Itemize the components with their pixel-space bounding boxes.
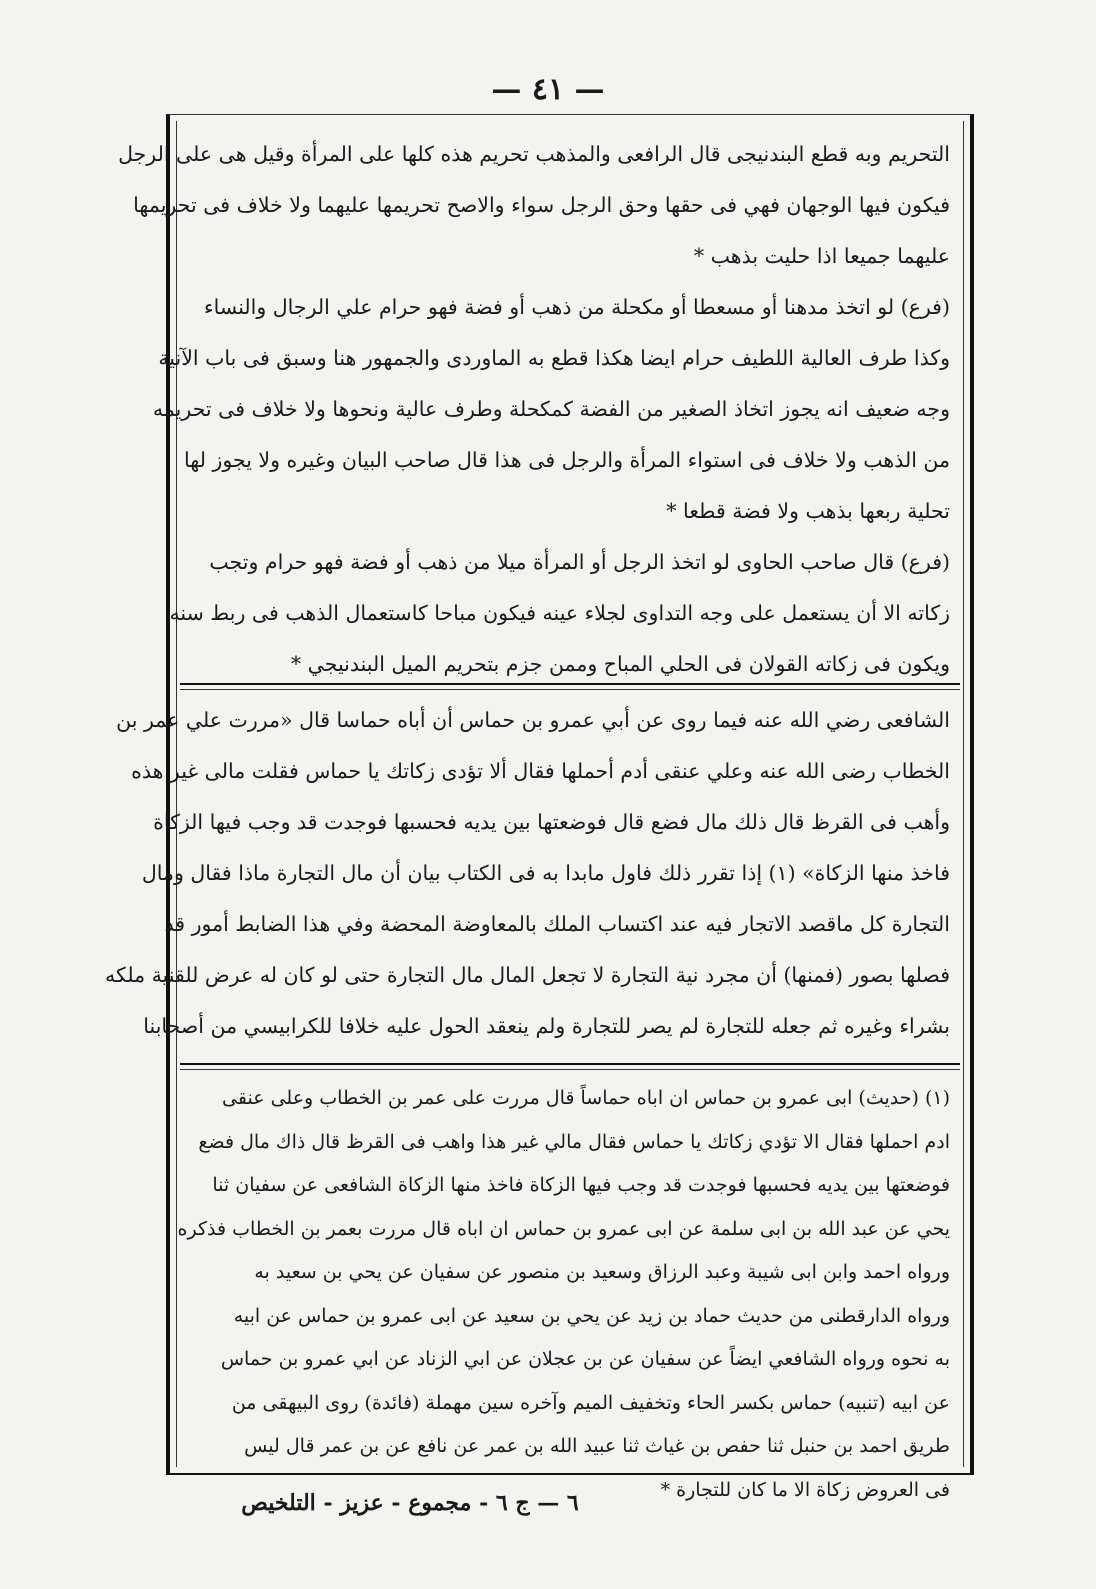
footer-signature: ٦ — ج ٦ - مجموع - عزيز - التلخيص: [241, 1490, 579, 1516]
text-line: الخطاب رضى الله عنه وعلي عنقى أدم أحملها فقال ألا تؤدى زكاتك يا حماس فقلت مالى غير هذه: [131, 759, 950, 783]
page-frame: [105, 114, 974, 1501]
text-line: وكذا طرف العالية اللطيف حرام ايضا هكذا قطع به الماوردى والجمهور هنا وسبق فى باب الآنية: [158, 346, 950, 370]
text-line: من الذهب ولا خلاف فى استواء المرأة والرجل فى هذا قال صاحب البيان وغيره ولا يجوز لها: [184, 448, 950, 472]
footnote-line: ورواه احمد وابن ابى شيبة وعبد الرزاق وسعيد بن منصور عن سفيان عن يحي بن سعيد به: [254, 1261, 950, 1283]
footnote-line: يحي عن عبد الله بن ابى سلمة عن ابى عمرو بن حماس ان اباه قال مررت بعمر بن الخطاب فذكره: [177, 1217, 950, 1240]
footnote-line: عن ابيه (تنبيه) حماس بكسر الحاء وتخفيف الميم وآخره سين مهملة (فائدة) روى البيهقى من: [231, 1391, 950, 1414]
footnote-line: به نحوه ورواه الشافعي ايضاً عن سفيان عن بن عجلان عن ابي الزناد عن ابي عمرو بن حماس: [220, 1348, 950, 1370]
text-line: التجارة كل ماقصد الاتجار فيه عند اكتساب الملك بالمعاوضة المحضة وفي هذا الضابط أمور قد: [164, 912, 950, 936]
section-divider: [180, 683, 960, 685]
text-line: وجه ضعيف انه يجوز اتخاذ الصغير من الفضة كمكحلة وطرف عالية ونحوها ولا خلاف فى تحريمه: [152, 397, 950, 421]
text-line: تحلية ربعها بذهب ولا فضة قطعا *: [666, 499, 950, 523]
text-line: (فرع) قال صاحب الحاوى لو اتخذ الرجل أو المرأة ميلا من ذهب أو فضة فهو حرام وتجب: [209, 550, 950, 574]
text-line: ويكون فى زكاته القولان فى الحلي المباح وممن جزم بتحريم الميل البندنيجي *: [290, 652, 950, 676]
footnote-line: فى العروض زكاة الا ما كان للتجارة *: [660, 1478, 950, 1501]
text-line: عليهما جميعا اذا حليت بذهب *: [693, 244, 950, 268]
footnote-line: (١) (حديث) ابى عمرو بن حماس ان اباه حماساً قال مررت على عمر بن الخطاب وعلى عنقى: [222, 1087, 950, 1109]
footnote-line: طريق احمد بن حنبل ثنا حفص بن غياث ثنا عبيد الله بن عمر عن نافع عن بن عمر قال ليس: [244, 1435, 950, 1457]
text-line: فاخذ منها الزكاة» (١) إذا تقرر ذلك فاول مابدا به فى الكتاب بيان أن مال التجارة ماذا فقال ومال: [141, 861, 950, 885]
text-line: وأهب فى القرظ قال ذلك مال فضع قال فوضعتها بين يديه فحسبها فوجدت قد وجب فيها الزكاة: [153, 810, 950, 834]
text-line: فصلها بصور (فمنها) أن مجرد نية التجارة لا تجعل المال مال التجارة حتى لو كان له عرض للقنية ملكه: [105, 963, 950, 987]
text-line: (فرع) لو اتخذ مدهنا أو مسعطا أو مكحلة من ذهب أو فضة فهو حرام علي الرجال والنساء: [204, 295, 950, 319]
footnote: [177, 1077, 950, 1512]
text-line: فيكون فيها الوجهان فهي فى حقها وحق الرجل سواء والاصح تحريمها عليهما ولا خلاف فى تحريمها: [133, 193, 950, 217]
middle-paragraph: [105, 695, 950, 1052]
footnote-divider: [180, 1063, 960, 1065]
text-line: التحريم وبه قطع البندنيجى قال الرافعى والمذهب تحريم هذه كلها على المرأة وقيل هى على الرجل: [118, 142, 950, 166]
footnote-line: فوضعتها بين يديه فحسبها فوجدت قد وجب فيها الزكاة فاخذ منها الزكاة الشافعى عن سفيان ثنا: [212, 1174, 950, 1196]
text-line: الشافعى رضي الله عنه فيما روى عن أبي عمرو بن حماس أن أباه حماسا قال «مررت علي عمر بن: [116, 708, 950, 732]
footnote-line: ادم احملها فقال الا تؤدي زكاتك يا حماس فقال مالي غير هذا واهب فى القرظ قال ذاك مال فضع: [198, 1130, 950, 1153]
footnote-line: ورواه الدارقطنى من حديث حماد بن زيد عن يحي بن سعيد عن ابى عمرو بن حماس عن ابيه: [233, 1304, 950, 1327]
text-line: بشراء وغيره ثم جعله للتجارة لم يصر للتجارة ولم ينعقد الحول عليه خلافا للكرابيسي من أصحابنا: [143, 1014, 950, 1038]
page-number: — ٤١ —: [491, 72, 605, 107]
text-line: زكاته الا أن يستعمل على وجه التداوى لجلاء عينه فيكون مباحا كاستعمال الذهب فى ربط سنه: [169, 601, 950, 625]
top-paragraph: [118, 129, 950, 690]
